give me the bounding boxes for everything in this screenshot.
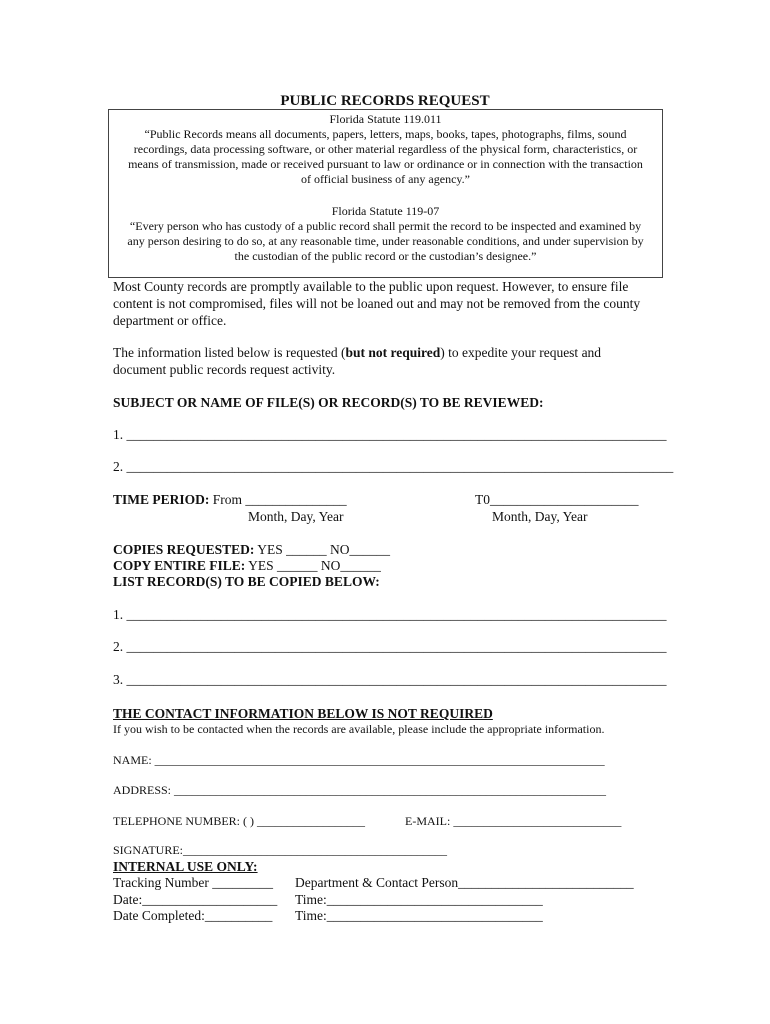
statute-2-line: “Every person who has custody of a public record shall permit the record to be inspected and examined by bbox=[129, 219, 642, 233]
info-line-2: document public records request activity. bbox=[113, 362, 336, 377]
date-completed-field[interactable]: Date Completed:__________ bbox=[113, 908, 273, 923]
list-records-heading: LIST RECORD(S) TO BE COPIED BELOW: bbox=[113, 574, 380, 589]
time-field-1[interactable]: Time:________________________________ bbox=[295, 892, 543, 907]
subject-heading: SUBJECT OR NAME OF FILE(S) OR RECORD(S) TO BE REVIEWED: bbox=[113, 395, 544, 410]
statute-1-heading: Florida Statute 119.011 bbox=[329, 112, 442, 126]
copies-requested-label: COPIES REQUESTED: bbox=[113, 542, 255, 557]
time-period-row bbox=[113, 491, 347, 508]
tracking-number-field[interactable]: Tracking Number _________ bbox=[113, 875, 273, 890]
time-from-field[interactable]: From _______________ bbox=[209, 492, 347, 507]
subject-field-2[interactable]: 2. _________________________________________________________________________________ bbox=[113, 459, 674, 474]
statute-2-line: the custodian of the public record or the custodian’s designee.” bbox=[234, 249, 537, 263]
name-field[interactable]: NAME: ___________________________________________________________________________ bbox=[113, 753, 605, 767]
statute-1-line: means of transmission, made or received pursuant to law or ordinance or in connection with the transaction bbox=[128, 157, 643, 171]
intro-line: content is not compromised, files will not be loaned out and may not be removed from the county bbox=[113, 296, 641, 311]
not-required-emphasis: but not required bbox=[345, 345, 441, 360]
copy-entire-file-label: COPY ENTIRE FILE: bbox=[113, 558, 246, 573]
copy-entire-file-options[interactable]: YES ______ NO______ bbox=[245, 558, 381, 573]
statute-1-line: recordings, data processing software, or other material regardless of the physical form, characteristics, or bbox=[133, 142, 638, 156]
copies-requested-options[interactable]: YES ______ NO______ bbox=[254, 542, 391, 557]
internal-use-heading: INTERNAL USE ONLY: bbox=[113, 859, 258, 874]
copy-record-field-3[interactable]: 3. ________________________________________________________________________________ bbox=[113, 672, 667, 687]
contact-heading: THE CONTACT INFORMATION BELOW IS NOT REQUIRED bbox=[113, 706, 493, 721]
subject-field-1[interactable]: 1. ________________________________________________________________________________ bbox=[113, 427, 667, 442]
time-to-field[interactable]: T0______________________ bbox=[475, 492, 639, 507]
statute-1-line: “Public Records means all documents, papers, letters, maps, books, tapes, photographs, films, sound bbox=[144, 127, 627, 141]
statute-2-line: any person desiring to do so, at any reasonable time, under reasonable conditions, and under supervision by bbox=[127, 234, 644, 248]
copy-entire-file-row bbox=[113, 557, 381, 574]
to-date-hint: Month, Day, Year bbox=[492, 509, 588, 524]
time-period-label: TIME PERIOD: bbox=[113, 492, 210, 507]
page-title: PUBLIC RECORDS REQUEST bbox=[280, 93, 490, 109]
info-text: The information listed below is requested ( bbox=[113, 345, 346, 360]
department-contact-field[interactable]: Department & Contact Person__________________________ bbox=[295, 875, 634, 890]
contact-note: If you wish to be contacted when the records are available, please include the appropriate information. bbox=[113, 722, 605, 736]
address-field[interactable]: ADDRESS: ________________________________________________________________________ bbox=[113, 783, 607, 797]
statute-1-line: of official business of any agency.” bbox=[301, 172, 470, 186]
email-field[interactable]: E-MAIL: ____________________________ bbox=[405, 814, 622, 828]
copy-record-field-2[interactable]: 2. ________________________________________________________________________________ bbox=[113, 639, 667, 654]
info-text: ) to expedite your request and bbox=[440, 345, 602, 360]
copy-record-field-1[interactable]: 1. ________________________________________________________________________________ bbox=[113, 607, 667, 622]
telephone-field[interactable]: TELEPHONE NUMBER: ( ) __________________ bbox=[113, 814, 365, 828]
info-line-1 bbox=[113, 344, 601, 361]
from-date-hint: Month, Day, Year bbox=[248, 509, 344, 524]
intro-line: department or office. bbox=[113, 313, 227, 328]
statute-2-heading: Florida Statute 119-07 bbox=[331, 204, 440, 218]
statute-quote-box bbox=[108, 109, 663, 278]
copies-requested-row bbox=[113, 541, 390, 558]
time-field-2[interactable]: Time:________________________________ bbox=[295, 908, 543, 923]
intro-line: Most County records are promptly available to the public upon request. However, to ensure file bbox=[113, 279, 629, 294]
date-field[interactable]: Date:____________________ bbox=[113, 892, 278, 907]
signature-field[interactable]: SIGNATURE:____________________________________________ bbox=[113, 843, 448, 857]
